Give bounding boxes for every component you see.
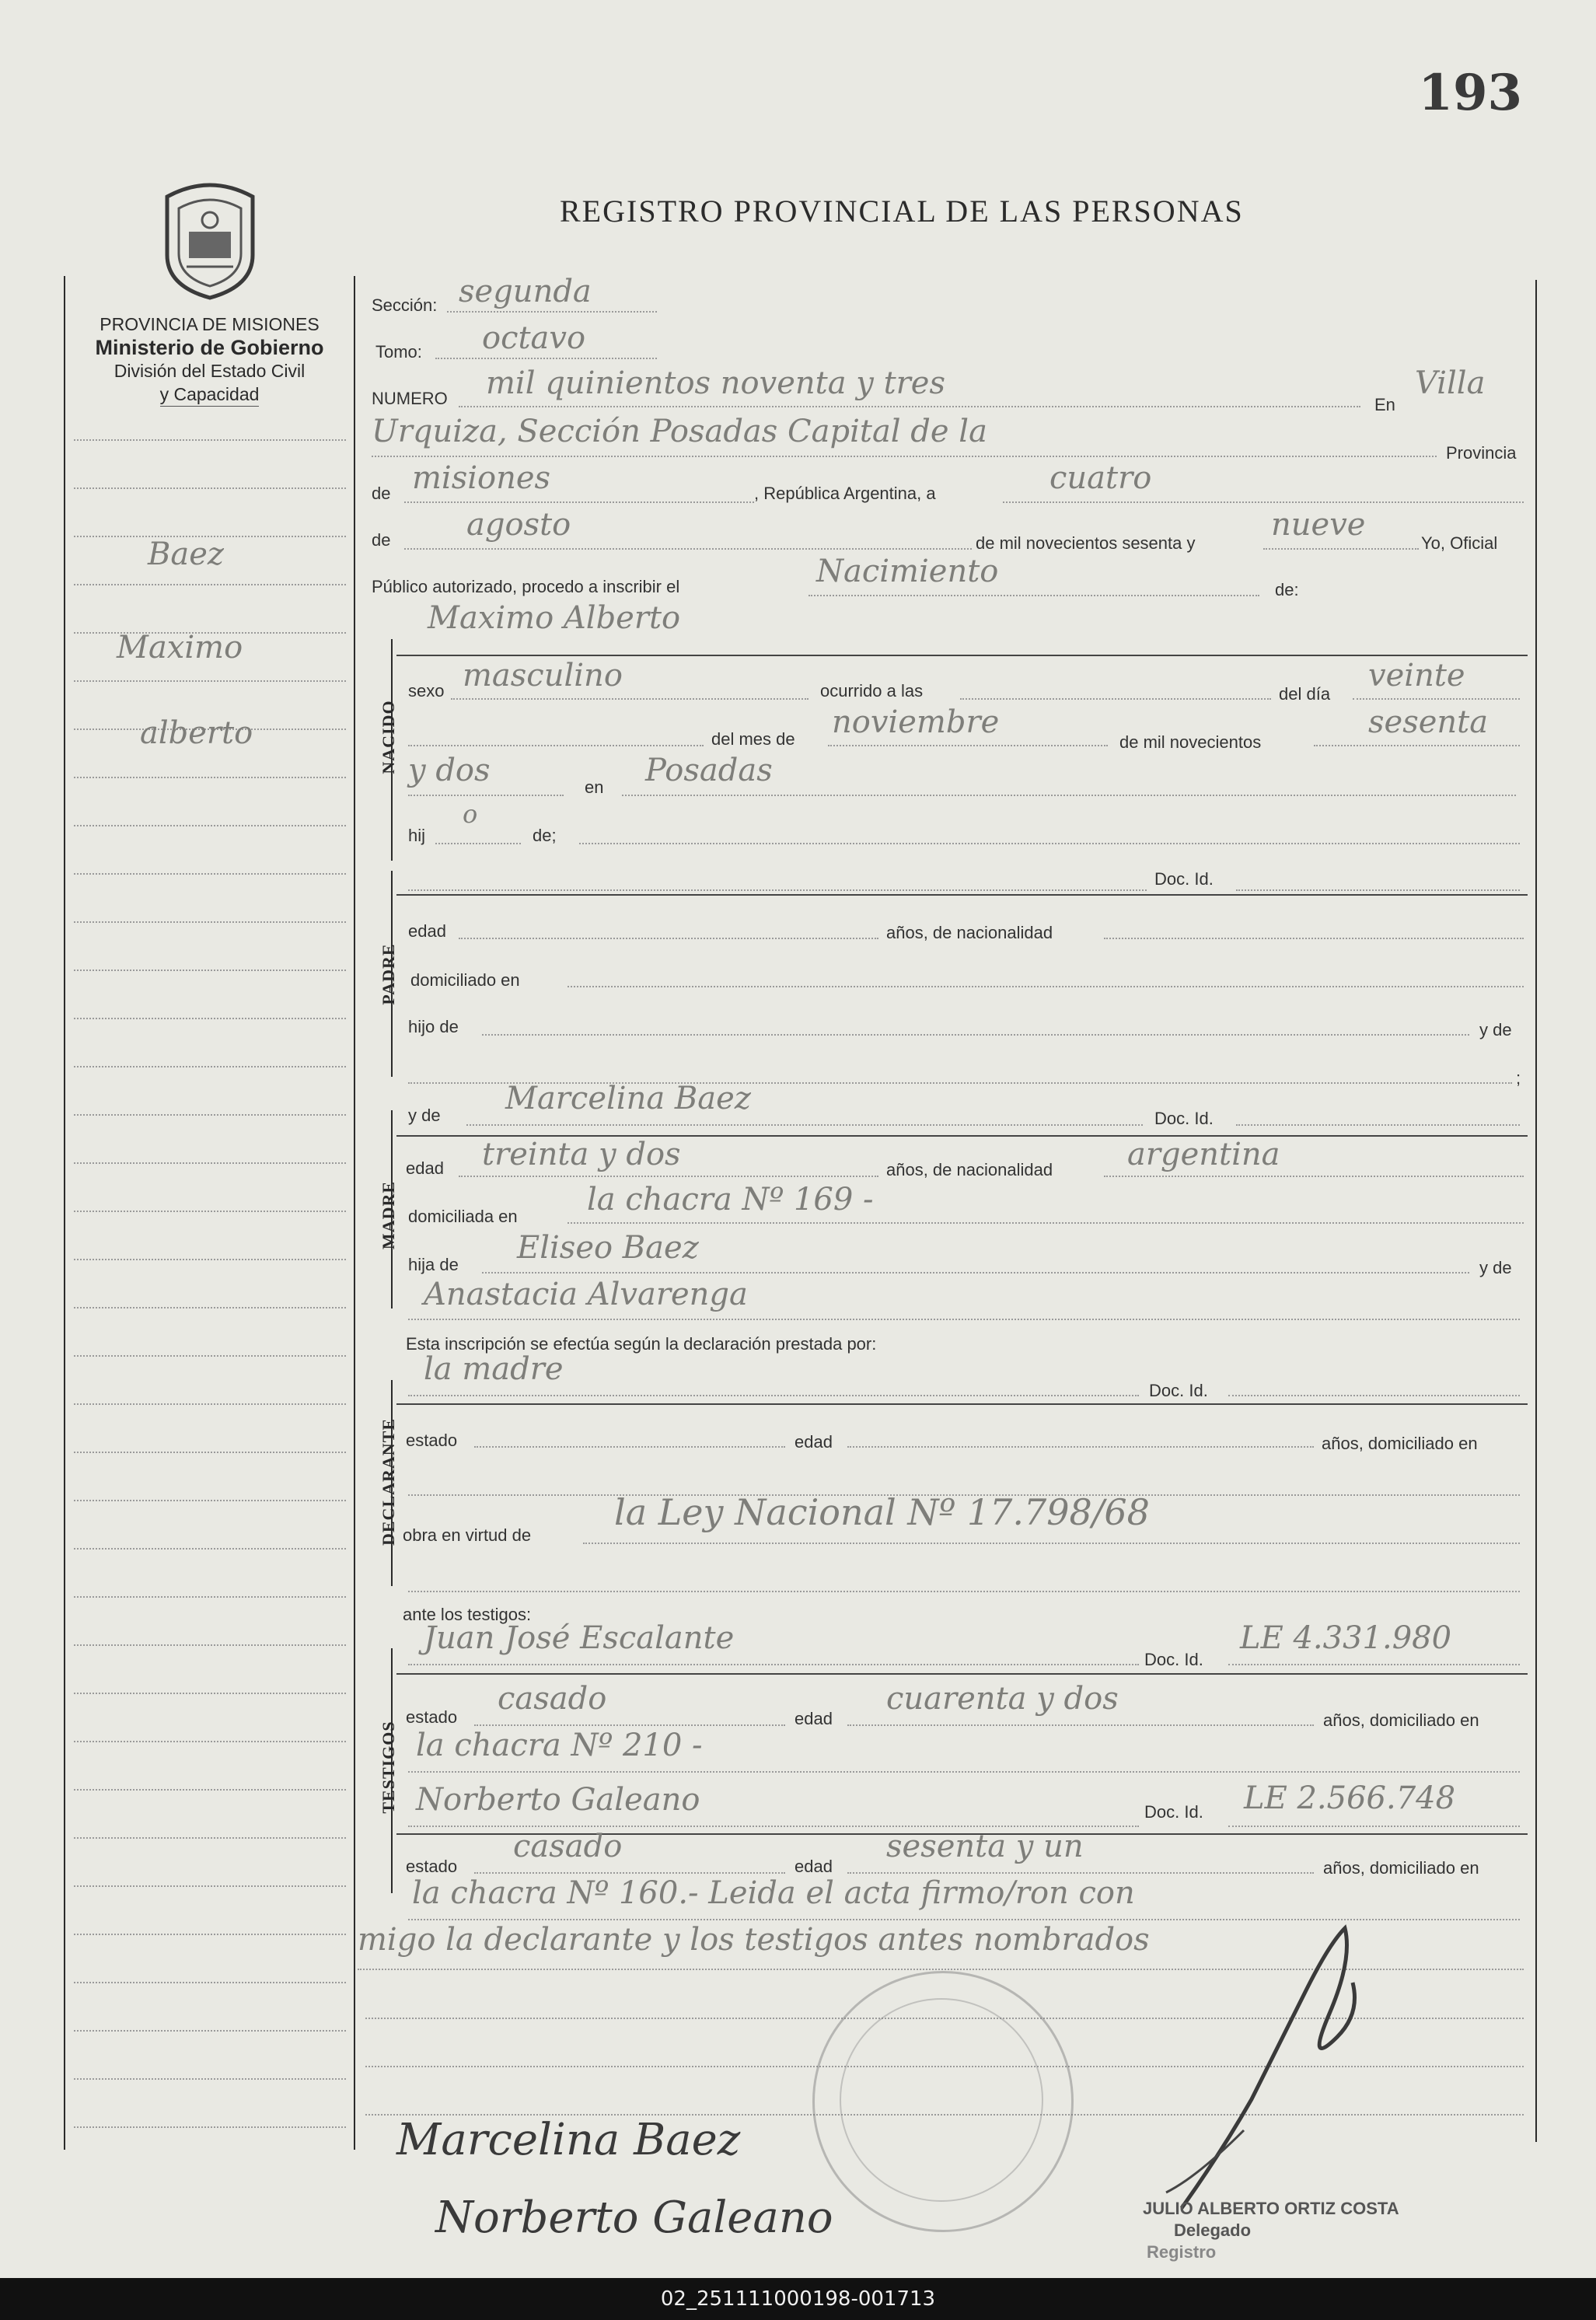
margin-rule bbox=[74, 680, 346, 682]
dotted-line bbox=[474, 1724, 785, 1726]
margin-rule bbox=[74, 1259, 346, 1260]
province-name: PROVINCIA DE MISIONES bbox=[100, 314, 320, 334]
seccion-label: Sección: bbox=[372, 295, 438, 315]
dotted-line bbox=[408, 1664, 1139, 1665]
madre-madre-value: Anastacia Alvarenga bbox=[424, 1277, 748, 1312]
sexo-value: masculino bbox=[463, 658, 623, 694]
hija-de-label: hija de bbox=[408, 1255, 459, 1274]
margin-rule bbox=[74, 2078, 346, 2080]
margin-rule bbox=[74, 1789, 346, 1791]
testigo1-value: Juan José Escalante bbox=[424, 1620, 735, 1656]
testigo1-dom-value: la chacra Nº 210 - bbox=[416, 1728, 703, 1763]
margin-rule bbox=[74, 2126, 346, 2128]
margin-rule bbox=[74, 1596, 346, 1598]
issuing-office bbox=[64, 313, 355, 407]
dotted-line bbox=[408, 1771, 1520, 1773]
estado-label: estado bbox=[406, 1707, 458, 1727]
edad-label: edad bbox=[795, 1709, 833, 1728]
right-border bbox=[1535, 280, 1537, 2142]
margin-rule bbox=[74, 584, 346, 585]
de-mil-nov-label: de mil novecientos bbox=[1119, 732, 1262, 752]
del-mes-label: del mes de bbox=[711, 729, 795, 749]
domiciliada-label: domiciliada en bbox=[408, 1207, 518, 1226]
anos-dom-label: años, domiciliado en bbox=[1323, 1710, 1479, 1730]
de-mil-label: de mil novecientos sesenta y bbox=[976, 533, 1196, 553]
tomo-label: Tomo: bbox=[375, 342, 422, 362]
dotted-line bbox=[847, 1724, 1314, 1726]
section-declarante: DECLARANTE bbox=[379, 1417, 398, 1546]
section-divider bbox=[396, 1673, 1528, 1675]
mes-value: agosto bbox=[466, 507, 571, 543]
dotted-line bbox=[808, 595, 1259, 596]
dotted-line bbox=[1236, 889, 1520, 891]
hijo-de-label: hijo de bbox=[408, 1017, 459, 1036]
madre-edad-value: treinta y dos bbox=[482, 1137, 681, 1172]
doc-id-label: Doc. Id. bbox=[1154, 869, 1214, 889]
declarante-value: la madre bbox=[424, 1351, 564, 1387]
dotted-line bbox=[435, 358, 657, 359]
margin-rule bbox=[74, 1837, 346, 1839]
semicolon-label: ; bbox=[1516, 1068, 1521, 1088]
lugar-nac-value: Posadas bbox=[645, 753, 773, 788]
margin-rule bbox=[74, 873, 346, 875]
margin-rule bbox=[74, 1741, 346, 1742]
dotted-line bbox=[404, 501, 754, 503]
section-divider bbox=[396, 1403, 1528, 1405]
margin-rule bbox=[74, 1162, 346, 1164]
margin-note-middle-name: alberto bbox=[140, 715, 253, 751]
estado-label: estado bbox=[406, 1431, 458, 1450]
margin-rule bbox=[74, 1693, 346, 1694]
margin-rule bbox=[74, 439, 346, 441]
doc-id-label: Doc. Id. bbox=[1144, 1650, 1203, 1669]
province-crest-icon bbox=[152, 177, 268, 302]
margin-rule bbox=[74, 1114, 346, 1116]
anio-nac-value: sesenta bbox=[1368, 704, 1489, 740]
dotted-line bbox=[1228, 1395, 1520, 1396]
section-divider bbox=[396, 655, 1528, 656]
dotted-line bbox=[1263, 548, 1419, 550]
hijo-suffix-value: o bbox=[463, 799, 478, 829]
numero-label: NUMERO bbox=[372, 389, 448, 408]
closing-value: migo la declarante y los testigos antes nombrados bbox=[358, 1922, 1150, 1958]
dotted-line bbox=[482, 1272, 1469, 1274]
section-divider bbox=[396, 894, 1528, 896]
official-title: Delegado bbox=[1174, 2220, 1252, 2240]
doc-id-label: Doc. Id. bbox=[1154, 1109, 1214, 1128]
madre-padre-value: Eliseo Baez bbox=[517, 1230, 699, 1266]
column-divider bbox=[354, 276, 355, 2150]
de-label: de bbox=[372, 484, 391, 503]
dotted-line bbox=[408, 1591, 1520, 1592]
dotted-line bbox=[474, 1446, 785, 1448]
en-lc-label: en bbox=[585, 777, 604, 797]
dia-nac-value: veinte bbox=[1368, 658, 1465, 694]
dotted-line bbox=[1228, 1826, 1520, 1827]
de-colon-label: de: bbox=[1275, 580, 1299, 599]
de-label: de bbox=[372, 530, 391, 550]
image-caption: 02_251111000198-001713 bbox=[0, 2278, 1596, 2320]
registry-seal-inner bbox=[840, 1998, 1043, 2202]
dotted-line bbox=[1104, 938, 1524, 939]
dotted-line bbox=[1236, 1124, 1520, 1126]
del-dia-label: del día bbox=[1279, 684, 1331, 704]
dotted-line bbox=[474, 1872, 785, 1874]
hij-label: hij bbox=[408, 826, 426, 845]
provincia-label: Provincia bbox=[1446, 443, 1517, 463]
margin-rule bbox=[74, 921, 346, 923]
dotted-line bbox=[568, 986, 1524, 987]
mes-nac-value: noviembre bbox=[832, 704, 1000, 740]
testigo1-edad-value: cuarenta y dos bbox=[886, 1681, 1119, 1717]
edad-label: edad bbox=[795, 1432, 833, 1452]
madre-dom-value: la chacra Nº 169 - bbox=[587, 1182, 874, 1218]
section-madre: MADRE bbox=[379, 1180, 398, 1250]
dotted-line bbox=[408, 1395, 1139, 1396]
obra-label: obra en virtud de bbox=[403, 1525, 532, 1545]
left-border bbox=[64, 276, 65, 2150]
dotted-line bbox=[960, 698, 1271, 700]
ante-label: ante los testigos: bbox=[403, 1605, 532, 1624]
provincia-value: misiones bbox=[412, 460, 551, 496]
margin-rule bbox=[74, 970, 346, 971]
testigo2-value: Norberto Galeano bbox=[416, 1782, 700, 1818]
page-number: 193 bbox=[1418, 64, 1522, 122]
anos-nac-label: años, de nacionalidad bbox=[886, 1160, 1053, 1179]
republica-label: , República Argentina, a bbox=[754, 484, 936, 503]
dotted-line bbox=[1314, 745, 1520, 746]
margin-rule bbox=[74, 487, 346, 489]
margin-note-surname: Baez bbox=[148, 536, 224, 572]
ministry-name: Ministerio de Gobierno bbox=[95, 336, 324, 359]
signature-declarante: Marcelina Baez bbox=[396, 2115, 741, 2165]
signature-testigo: Norberto Galeano bbox=[435, 2192, 833, 2243]
testigo2-doc-value: LE 2.566.748 bbox=[1244, 1780, 1456, 1816]
margin-rule bbox=[74, 825, 346, 826]
margin-rule bbox=[74, 1644, 346, 1646]
dotted-line bbox=[459, 1176, 878, 1177]
dotted-line bbox=[451, 698, 808, 700]
margin-rule bbox=[74, 1500, 346, 1501]
dotted-line bbox=[583, 1543, 1520, 1544]
dotted-line bbox=[459, 938, 878, 939]
y-de-label: y de bbox=[1479, 1258, 1512, 1277]
dotted-line bbox=[404, 548, 972, 550]
ley-value: la Ley Nacional Nº 17.798/68 bbox=[614, 1491, 1150, 1533]
testigo2-dom-value: la chacra Nº 160.- Leida el acta firmo/ron con bbox=[412, 1875, 1135, 1911]
dotted-line bbox=[568, 1222, 1524, 1224]
dotted-line bbox=[435, 843, 521, 844]
anio-nac-value-2: y dos bbox=[408, 753, 491, 788]
dotted-line bbox=[372, 456, 1437, 457]
madre-nombre-value: Marcelina Baez bbox=[505, 1081, 751, 1116]
dotted-line bbox=[466, 1124, 1143, 1126]
section-padre: PADRE bbox=[379, 943, 398, 1005]
dotted-line bbox=[408, 1319, 1520, 1320]
testigo2-estado-value: casado bbox=[513, 1829, 623, 1864]
official-signature bbox=[1151, 1897, 1384, 2224]
division-subname: y Capacidad bbox=[160, 383, 260, 407]
margin-rule bbox=[74, 1307, 346, 1308]
numero-value: mil quinientos noventa y tres bbox=[486, 365, 945, 401]
margin-rule bbox=[74, 1885, 346, 1887]
edad-label: edad bbox=[406, 1158, 444, 1178]
dotted-line bbox=[847, 1446, 1314, 1448]
dotted-line bbox=[828, 745, 1108, 746]
dotted-line bbox=[1003, 501, 1524, 503]
document-title: REGISTRO PROVINCIAL DE LAS PERSONAS bbox=[560, 194, 1244, 229]
anos-nac-label: años, de nacionalidad bbox=[886, 923, 1053, 942]
testigo1-estado-value: casado bbox=[498, 1681, 607, 1717]
y-de-label: y de bbox=[408, 1106, 441, 1125]
dotted-line bbox=[408, 1826, 1139, 1827]
margin-note-name: Maximo bbox=[117, 630, 243, 666]
doc-id-label: Doc. Id. bbox=[1144, 1802, 1203, 1822]
margin-rule bbox=[74, 2030, 346, 2032]
anos-dom-label: años, domiciliado en bbox=[1323, 1858, 1479, 1878]
margin-rule bbox=[74, 1355, 346, 1357]
dotted-line bbox=[579, 843, 1520, 844]
anio-value: nueve bbox=[1271, 507, 1366, 543]
en-value: Villa bbox=[1415, 365, 1486, 401]
lugar-value: Urquiza, Sección Posadas Capital de la bbox=[372, 414, 987, 449]
tomo-value: octavo bbox=[482, 320, 586, 356]
dia-value: cuatro bbox=[1049, 460, 1152, 496]
margin-rule bbox=[74, 1018, 346, 1019]
dotted-line bbox=[482, 1034, 1469, 1036]
testigo2-edad-value: sesenta y un bbox=[886, 1829, 1084, 1864]
margin-rule bbox=[74, 1211, 346, 1212]
yo-oficial-label: Yo, Oficial bbox=[1421, 533, 1498, 553]
dotted-line bbox=[459, 406, 1360, 407]
dotted-line bbox=[408, 889, 1147, 891]
margin-rule bbox=[74, 1066, 346, 1067]
acto-value: Nacimiento bbox=[816, 554, 999, 589]
nombre-value: Maximo Alberto bbox=[428, 600, 681, 636]
doc-id-label: Doc. Id. bbox=[1149, 1381, 1208, 1400]
dotted-line bbox=[408, 795, 564, 796]
official-name: JULIO ALBERTO ORTIZ COSTA bbox=[1143, 2199, 1399, 2218]
dotted-line bbox=[447, 311, 657, 313]
section-nacido: NACIDO bbox=[379, 700, 398, 774]
margin-rule bbox=[74, 1452, 346, 1453]
domiciliado-label: domiciliado en bbox=[410, 970, 520, 990]
margin-rule bbox=[74, 1403, 346, 1405]
edad-label: edad bbox=[795, 1857, 833, 1876]
division-name: División del Estado Civil bbox=[114, 361, 306, 381]
dotted-line bbox=[622, 795, 1516, 796]
dotted-line bbox=[1228, 1664, 1520, 1665]
publico-label: Público autorizado, procedo a inscribir el bbox=[372, 577, 680, 596]
esta-inscripcion-label: Esta inscripción se efectúa según la declaración prestada por: bbox=[406, 1334, 877, 1354]
madre-nac-value: argentina bbox=[1127, 1137, 1280, 1172]
dotted-line bbox=[1104, 1176, 1524, 1177]
dotted-line bbox=[408, 745, 704, 746]
margin-rule bbox=[74, 1548, 346, 1550]
margin-rule bbox=[74, 1982, 346, 1983]
seccion-value: segunda bbox=[459, 274, 592, 309]
margin-rule bbox=[74, 1934, 346, 1935]
edad-label: edad bbox=[408, 921, 446, 941]
ocurrido-label: ocurrido a las bbox=[820, 681, 924, 701]
official-office: Registro bbox=[1147, 2242, 1217, 2262]
de-semi-label: de; bbox=[533, 826, 557, 845]
dotted-line bbox=[847, 1872, 1314, 1874]
estado-label: estado bbox=[406, 1857, 458, 1876]
testigo1-doc-value: LE 4.331.980 bbox=[1240, 1620, 1452, 1656]
dotted-line bbox=[1353, 698, 1520, 700]
margin-rule bbox=[74, 777, 346, 778]
y-de-label: y de bbox=[1479, 1020, 1512, 1039]
sexo-label: sexo bbox=[408, 681, 445, 701]
anos-dom-label: años, domiciliado en bbox=[1322, 1434, 1478, 1453]
section-testigos: TESTIGOS bbox=[379, 1721, 398, 1814]
en-label: En bbox=[1374, 395, 1395, 414]
